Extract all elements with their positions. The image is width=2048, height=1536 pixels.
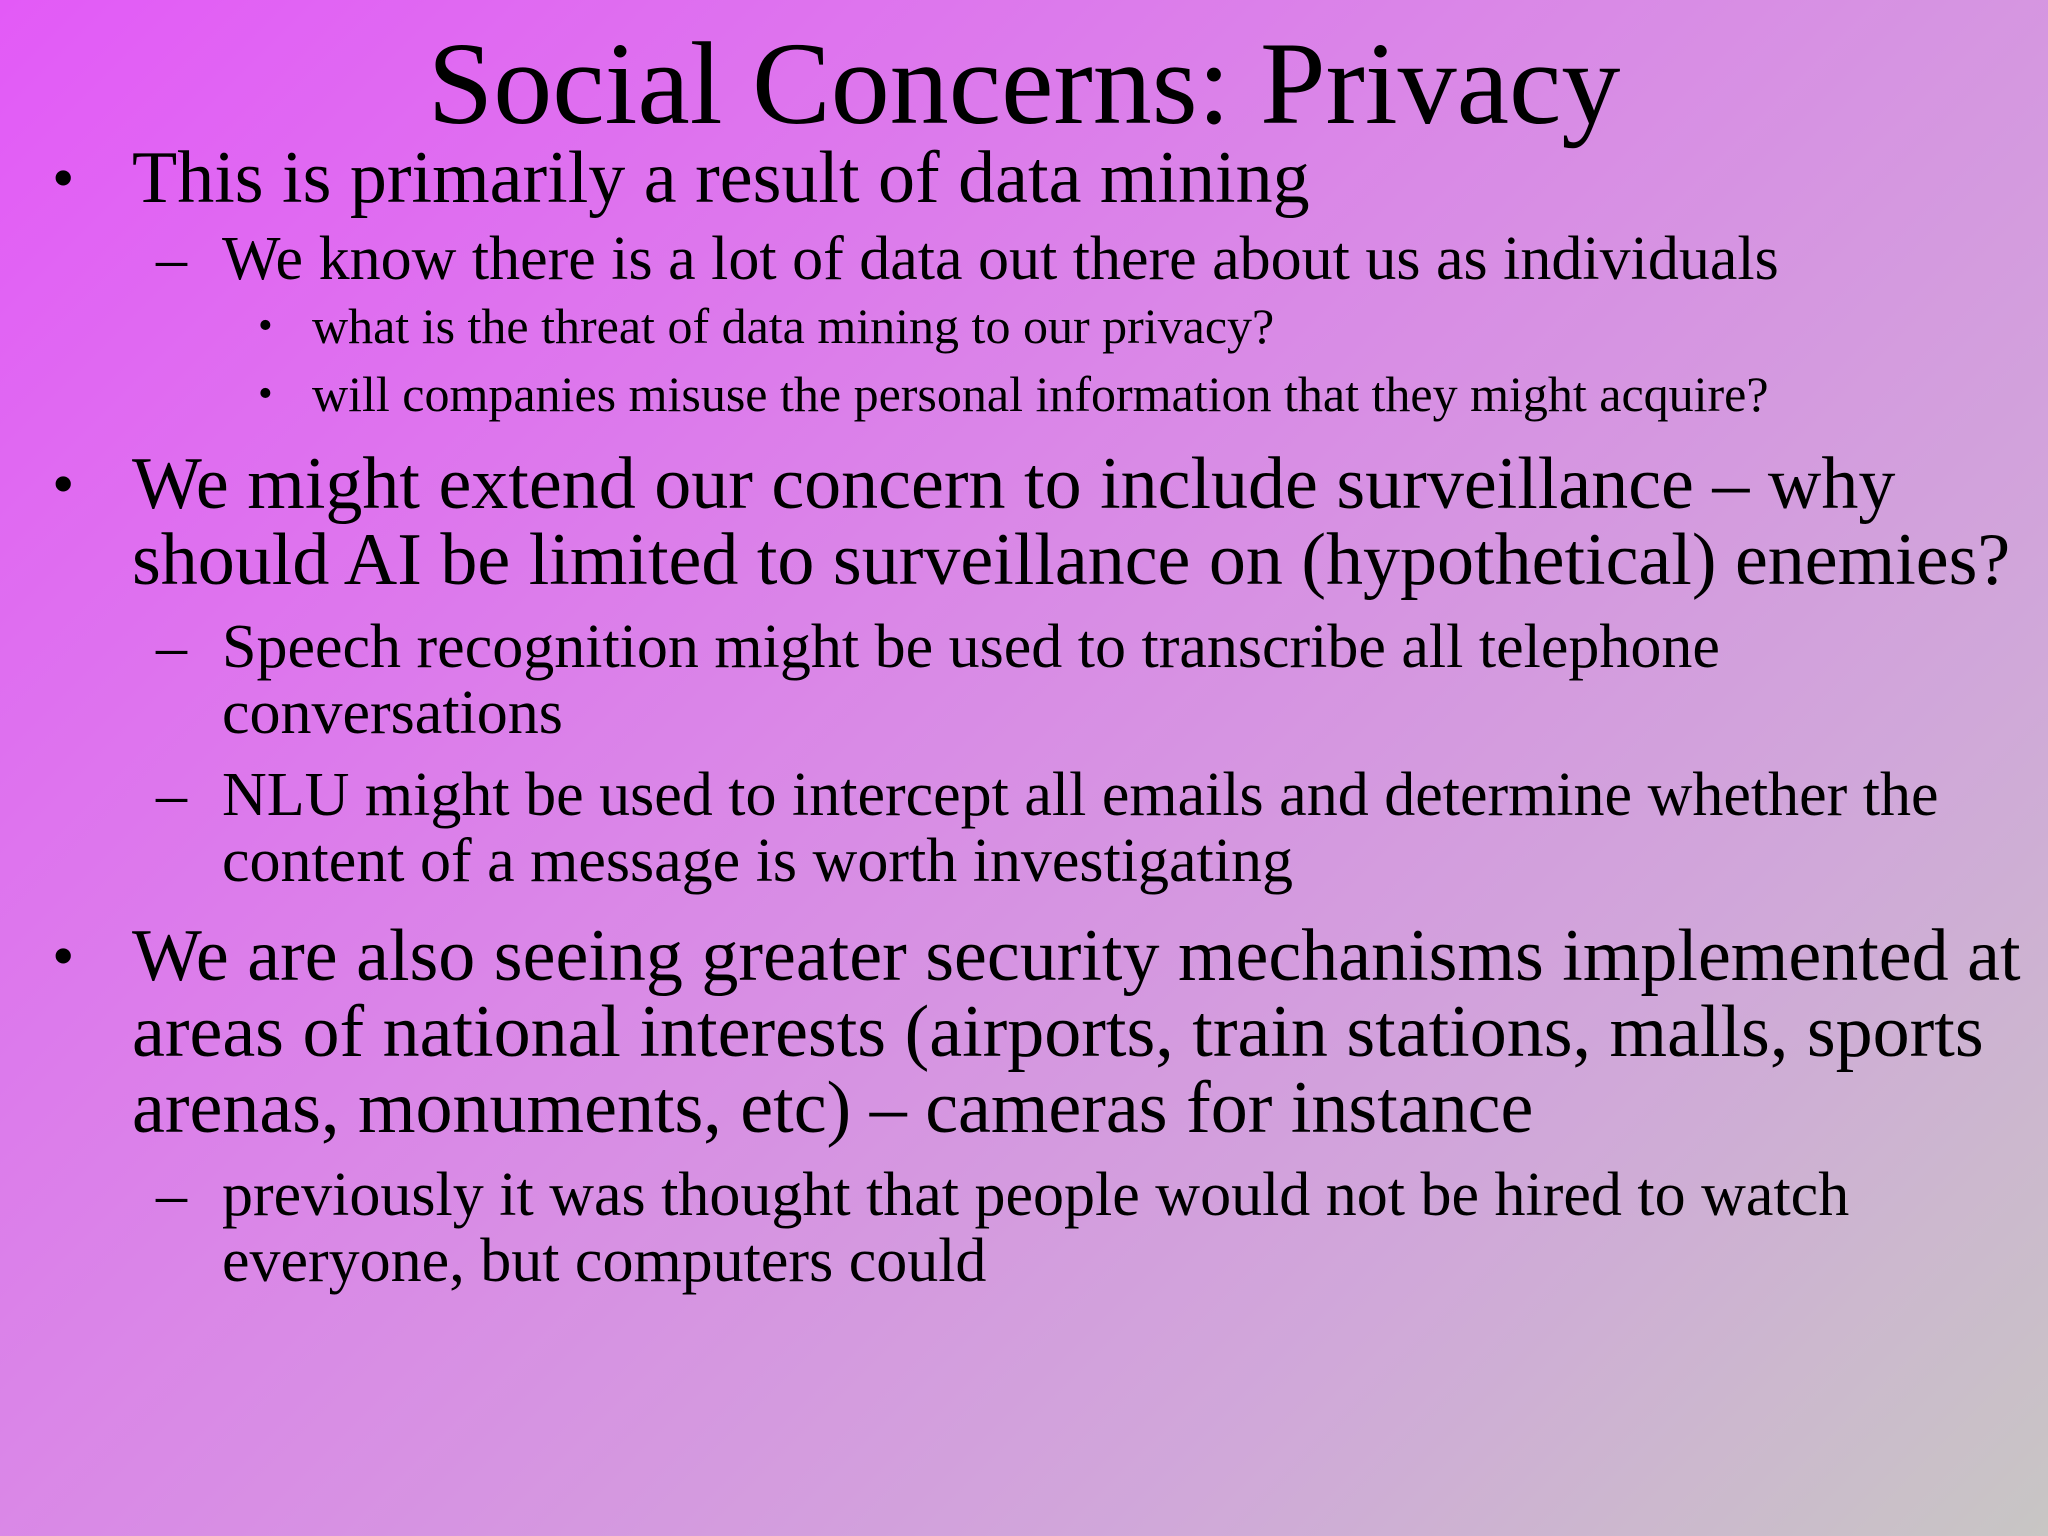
bullet-3-sub-1	[0, 1162, 2048, 1294]
dash-marker: –	[156, 1161, 187, 1229]
bullet-1	[0, 137, 2048, 219]
bullet-1-sub-1-sub-2	[0, 360, 2048, 428]
dash-marker: –	[156, 613, 187, 681]
bullet-1-sub-1	[0, 226, 2048, 292]
bullet-3-sub-1-text: previously it was thought that people would not be hired to watch everyone, but computers could	[222, 1161, 1850, 1295]
dash-marker: –	[156, 225, 187, 293]
bullet-2-sub-2-text: NLU might be used to intercept all emails and determine whether the content of a message is worth investigating	[222, 761, 1939, 895]
dash-marker: –	[156, 761, 187, 829]
bullet-1-sub-1-sub-1	[0, 292, 2048, 360]
bullet-3	[0, 915, 2048, 1149]
bullet-3-text: We are also seeing greater security mechanisms implemented at areas of national interests (airports, train stations, malls, sports arenas, monuments, etc) – cameras for instance	[132, 915, 2021, 1149]
bullet-2-text: We might extend our concern to include surveillance – why should AI be limited to surveillance on (hypothetical) enemies?	[132, 443, 2011, 601]
bullet-2-sub-1	[0, 614, 2048, 746]
slide-content	[0, 137, 2048, 1295]
bullet-1-text: This is primarily a result of data mining	[132, 137, 1310, 219]
bullet-2	[0, 443, 2048, 601]
bullet-1-sub-1-text: We know there is a lot of data out there about us as individuals	[222, 225, 1779, 293]
bullet-marker: •	[258, 371, 273, 417]
bullet-marker: •	[258, 303, 273, 349]
slide-title: Social Concerns: Privacy	[427, 18, 1621, 149]
bullet-1-sub-1-sub-2-text: will companies misuse the personal information that they might acquire?	[312, 366, 1769, 422]
bullet-2-sub-2	[0, 762, 2048, 894]
bullet-2-sub-1-text: Speech recognition might be used to transcribe all telephone conversations	[222, 613, 1720, 747]
bullet-marker: •	[52, 142, 75, 213]
bullet-1-sub-1-sub-1-text: what is the threat of data mining to our privacy?	[312, 298, 1275, 354]
bullet-marker: •	[52, 920, 75, 991]
bullet-marker: •	[52, 448, 75, 519]
